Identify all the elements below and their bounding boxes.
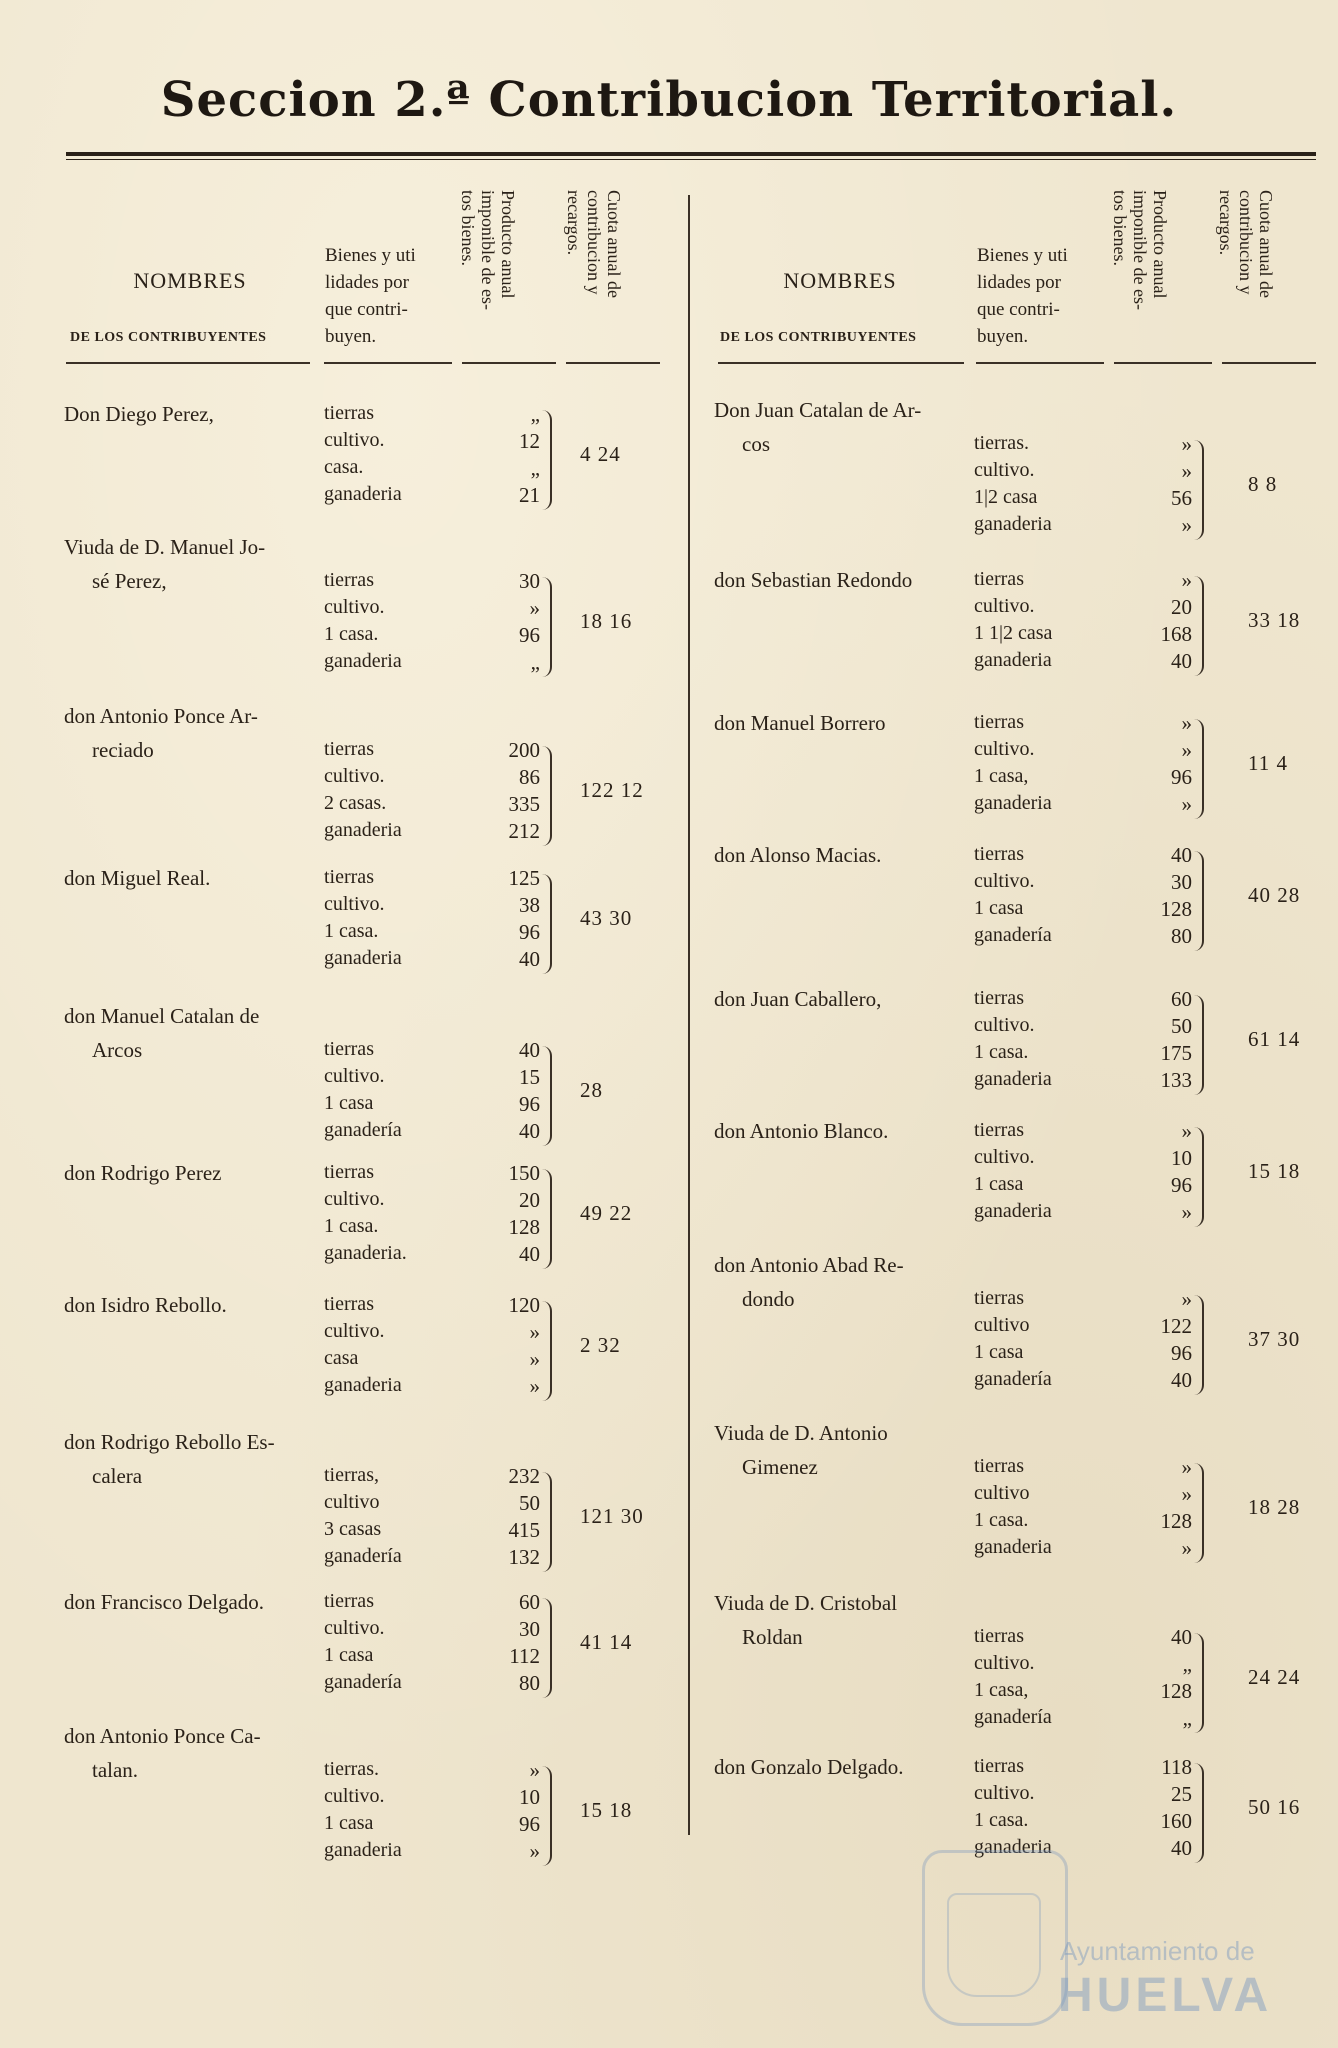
cuota-value: 61 14	[1248, 1027, 1301, 1051]
asset-value: 96	[519, 1092, 540, 1116]
asset-item: 1 casa.	[974, 1041, 1029, 1063]
asset-item: tierras	[324, 569, 374, 591]
asset-value: 40	[1171, 649, 1192, 673]
cuota-value: 43 30	[580, 906, 633, 930]
header-producto-line: tos bienes.	[1110, 190, 1130, 266]
asset-value: 56	[1171, 486, 1192, 510]
asset-item: 1 casa,	[974, 765, 1029, 787]
header-underline	[66, 362, 310, 364]
value-brace	[1194, 440, 1204, 540]
asset-value: 415	[508, 1518, 540, 1542]
asset-value: „	[530, 402, 540, 426]
header-underline	[718, 362, 964, 364]
asset-value: »	[1181, 1287, 1192, 1311]
asset-item: 3 casas	[324, 1518, 382, 1540]
asset-item: casa	[324, 1347, 359, 1369]
value-brace	[542, 1046, 552, 1146]
asset-item: ganaderia	[324, 483, 402, 505]
asset-value: 120	[508, 1293, 540, 1317]
asset-item: cultivo.	[324, 893, 385, 915]
cuota-value: 28	[580, 1078, 603, 1102]
header-producto-line: imponible de es-	[1130, 190, 1150, 310]
asset-item: cultivo.	[324, 1065, 385, 1087]
asset-value: 15	[519, 1065, 540, 1089]
contributor-name: Viuda de D. Cristobal	[714, 1591, 898, 1615]
header-cuota-line: recargos.	[564, 190, 584, 256]
contributor-name: don Isidro Rebollo.	[64, 1293, 227, 1317]
asset-item: 1 casa.	[324, 920, 379, 942]
asset-value: 10	[1171, 1146, 1192, 1170]
contributor-name: don Rodrigo Perez	[64, 1161, 222, 1185]
asset-value: 80	[519, 1671, 540, 1695]
cuota-value: 18 28	[1248, 1495, 1301, 1519]
asset-item: cultivo.	[974, 459, 1035, 481]
asset-value: 40	[1171, 843, 1192, 867]
asset-value: »	[529, 596, 540, 620]
header-bienes-line: Bienes y uti	[977, 245, 1068, 266]
asset-value: 200	[508, 738, 540, 762]
asset-value: »	[1181, 1482, 1192, 1506]
asset-item: ganadería	[974, 1368, 1052, 1390]
watermark-line1: Ayuntamiento de	[1060, 1936, 1255, 1966]
asset-value: 128	[1160, 1509, 1192, 1533]
cuota-value: 15 18	[580, 1798, 633, 1822]
asset-item: tierras	[974, 711, 1024, 733]
value-brace	[1194, 1763, 1204, 1863]
value-brace	[542, 577, 552, 677]
asset-value: „	[530, 650, 540, 674]
contributor-name: don Juan Caballero,	[714, 987, 882, 1011]
header-bienes-line: lidades por	[977, 272, 1061, 293]
asset-value: 25	[1171, 1782, 1192, 1806]
asset-item: cultivo.	[974, 595, 1035, 617]
value-brace	[1194, 1633, 1204, 1733]
asset-value: »	[1181, 738, 1192, 762]
asset-item: cultivo.	[324, 1320, 385, 1342]
header-bienes-line: que contri-	[325, 299, 408, 320]
asset-item: cultivo	[974, 1482, 1030, 1504]
value-brace	[542, 1472, 552, 1572]
header-underline	[324, 362, 452, 364]
asset-item: casa.	[324, 456, 364, 478]
asset-item: ganaderia	[974, 1200, 1052, 1222]
contributor-name: don Antonio Ponce Ar-	[64, 704, 258, 728]
asset-value: 96	[519, 623, 540, 647]
asset-item: ganadería	[974, 924, 1052, 946]
contributor-name: calera	[92, 1464, 143, 1488]
asset-item: tierras	[974, 1455, 1024, 1477]
asset-item: 1 casa	[974, 1173, 1024, 1195]
contributor-name: Don Juan Catalan de Ar-	[714, 398, 922, 422]
asset-value: 40	[519, 947, 540, 971]
asset-item: cultivo	[324, 1491, 380, 1513]
asset-item: 1 casa	[324, 1812, 374, 1834]
cuota-value: 37 30	[1248, 1327, 1301, 1351]
asset-item: ganaderia	[324, 1839, 402, 1861]
asset-value: 30	[1171, 870, 1192, 894]
value-brace	[1194, 1463, 1204, 1563]
asset-value: 80	[1171, 924, 1192, 948]
value-brace	[542, 874, 552, 974]
cuota-value: 40 28	[1248, 883, 1301, 907]
asset-item: tierras.	[324, 1758, 379, 1780]
asset-value: „	[1182, 1706, 1192, 1730]
asset-item: ganaderia	[974, 1068, 1052, 1090]
value-brace	[1194, 576, 1204, 676]
asset-value: »	[529, 1758, 540, 1782]
asset-item: cultivo.	[324, 429, 385, 451]
asset-item: ganaderia	[324, 650, 402, 672]
asset-item: tierras	[324, 1590, 374, 1612]
value-brace	[542, 1301, 552, 1401]
asset-value: »	[1181, 432, 1192, 456]
value-brace	[1194, 1127, 1204, 1227]
asset-item: ganadería	[324, 1671, 402, 1693]
asset-item: cultivo.	[324, 765, 385, 787]
asset-value: »	[1181, 1536, 1192, 1560]
asset-item: ganaderia	[974, 649, 1052, 671]
header-underline	[976, 362, 1104, 364]
asset-item: tierras.	[974, 432, 1029, 454]
asset-value: 40	[1171, 1368, 1192, 1392]
asset-item: 1 casa.	[974, 1809, 1029, 1831]
asset-item: tierras	[974, 843, 1024, 865]
asset-value: 128	[1160, 897, 1192, 921]
header-producto-line: imponible de es-	[478, 190, 498, 310]
asset-value: 20	[519, 1188, 540, 1212]
header-bienes-line: Bienes y uti	[325, 245, 416, 266]
asset-value: 20	[1171, 595, 1192, 619]
cuota-value: 2 32	[580, 1333, 621, 1357]
asset-value: „	[530, 456, 540, 480]
asset-item: 1 casa.	[324, 1215, 379, 1237]
asset-item: tierras	[324, 866, 374, 888]
contributor-name: don Antonio Blanco.	[714, 1119, 889, 1143]
asset-item: 1 casa,	[974, 1679, 1029, 1701]
header-underline	[1222, 362, 1316, 364]
asset-item: ganaderia	[974, 1836, 1052, 1858]
cuota-value: 122 12	[580, 778, 644, 802]
asset-item: ganaderia	[324, 819, 402, 841]
asset-item: tierras	[324, 1161, 374, 1183]
asset-value: 40	[519, 1242, 540, 1266]
asset-value: 60	[519, 1590, 540, 1614]
asset-value: »	[1181, 1455, 1192, 1479]
asset-item: tierras	[974, 987, 1024, 1009]
contributor-name: Viuda de D. Antonio	[714, 1421, 888, 1445]
header-bienes-line: buyen.	[977, 326, 1029, 347]
value-brace	[1194, 719, 1204, 819]
header-cuota-line: Cuota anual de	[1256, 190, 1276, 298]
asset-item: 1 1|2 casa	[974, 622, 1053, 644]
contributor-name: don Manuel Catalan de	[64, 1004, 260, 1028]
asset-value: »	[1181, 513, 1192, 537]
cuota-value: 50 16	[1248, 1795, 1301, 1819]
municipal-seal	[922, 1850, 1068, 2026]
asset-value: »	[1181, 459, 1192, 483]
asset-value: 112	[509, 1644, 540, 1668]
asset-item: tierras	[974, 1755, 1024, 1777]
asset-item: tierras	[974, 568, 1024, 590]
asset-value: 160	[1160, 1809, 1192, 1833]
header-underline	[566, 362, 660, 364]
contributor-name: reciado	[92, 738, 154, 762]
header-bienes-line: lidades por	[325, 272, 409, 293]
cuota-value: 8 8	[1248, 472, 1278, 496]
contributor-name: don Francisco Delgado.	[64, 1590, 265, 1614]
asset-item: tierras	[974, 1119, 1024, 1141]
asset-value: 128	[1160, 1679, 1192, 1703]
asset-value: 38	[519, 893, 540, 917]
page-title: Seccion 2.ª Contribucion Territorial.	[160, 72, 1178, 128]
asset-item: ganaderia	[974, 513, 1052, 535]
asset-item: ganadería	[324, 1545, 402, 1567]
asset-value: 96	[1171, 1173, 1192, 1197]
header-underline	[462, 362, 556, 364]
header-contribuyentes: DE LOS CONTRIBUYENTES	[720, 330, 917, 345]
contributor-name: don Antonio Ponce Ca-	[64, 1724, 261, 1748]
asset-item: ganaderia	[974, 792, 1052, 814]
header-producto-line: Producto anual	[1150, 190, 1170, 299]
asset-value: 212	[508, 819, 540, 843]
contributor-name: Don Diego Perez,	[64, 402, 214, 426]
asset-item: cultivo.	[974, 738, 1035, 760]
asset-item: tierras	[324, 738, 374, 760]
header-bienes-line: buyen.	[325, 326, 377, 347]
title-rule-thin	[66, 159, 1316, 160]
header-underline	[1114, 362, 1212, 364]
asset-value: 122	[1160, 1314, 1192, 1338]
header-producto-line: tos bienes.	[458, 190, 478, 266]
asset-item: 1|2 casa	[974, 486, 1038, 508]
value-brace	[1194, 1295, 1204, 1395]
contributor-name: don Manuel Borrero	[714, 711, 886, 735]
asset-item: 1 casa	[974, 897, 1024, 919]
asset-value: 168	[1160, 622, 1192, 646]
asset-value: 96	[1171, 765, 1192, 789]
asset-item: 1 casa.	[974, 1509, 1029, 1531]
cuota-value: 49 22	[580, 1201, 633, 1225]
asset-value: »	[1181, 1119, 1192, 1143]
asset-item: cultivo.	[974, 1782, 1035, 1804]
header-contribuyentes: DE LOS CONTRIBUYENTES	[70, 330, 267, 345]
contributor-name: talan.	[92, 1758, 139, 1782]
contributor-name: don Rodrigo Rebollo Es-	[64, 1430, 275, 1454]
cuota-value: 24 24	[1248, 1665, 1301, 1689]
header-cuota-line: Cuota anual de	[604, 190, 624, 298]
asset-value: 86	[519, 765, 540, 789]
asset-item: tierras	[974, 1287, 1024, 1309]
asset-value: 232	[508, 1464, 540, 1488]
asset-value: 40	[1171, 1625, 1192, 1649]
asset-value: »	[1181, 568, 1192, 592]
asset-value: 335	[508, 792, 540, 816]
header-bienes-line: que contri-	[977, 299, 1060, 320]
asset-item: cultivo.	[324, 1617, 385, 1639]
asset-item: 1 casa	[324, 1092, 374, 1114]
asset-item: cultivo.	[974, 1146, 1035, 1168]
asset-item: cultivo	[974, 1314, 1030, 1336]
asset-value: »	[529, 1839, 540, 1863]
asset-item: ganaderia	[324, 947, 402, 969]
asset-value: 12	[519, 429, 540, 453]
asset-value: 96	[519, 1812, 540, 1836]
asset-item: ganadería	[324, 1119, 402, 1141]
contributor-name: don Gonzalo Delgado.	[714, 1755, 904, 1779]
value-brace	[1194, 995, 1204, 1095]
asset-value: „	[1182, 1652, 1192, 1676]
cuota-value: 121 30	[580, 1504, 644, 1528]
asset-value: 128	[508, 1215, 540, 1239]
asset-value: 30	[519, 569, 540, 593]
contributor-name: sé Perez,	[92, 569, 167, 593]
contributor-name: don Sebastian Redondo	[714, 568, 913, 592]
asset-item: ganaderia	[324, 1374, 402, 1396]
cuota-value: 33 18	[1248, 608, 1301, 632]
contributor-name: don Miguel Real.	[64, 866, 211, 890]
asset-value: 96	[1171, 1341, 1192, 1365]
asset-value: 40	[519, 1119, 540, 1143]
value-brace	[1194, 851, 1204, 951]
asset-item: 1 casa	[974, 1341, 1024, 1363]
asset-value: »	[1181, 711, 1192, 735]
asset-value: 132	[508, 1545, 540, 1569]
asset-value: 40	[1171, 1836, 1192, 1860]
asset-item: cultivo.	[324, 1785, 385, 1807]
contributor-name: cos	[742, 432, 770, 456]
header-producto-line: Producto anual	[498, 190, 518, 299]
title-rule	[66, 152, 1316, 156]
asset-item: cultivo.	[974, 1652, 1035, 1674]
asset-value: »	[529, 1347, 540, 1371]
header-cuota-line: recargos.	[1216, 190, 1236, 256]
contributor-name: don Antonio Abad Re-	[714, 1253, 904, 1277]
asset-item: ganadería	[974, 1706, 1052, 1728]
asset-item: 1 casa.	[324, 623, 379, 645]
asset-value: 175	[1160, 1041, 1192, 1065]
asset-item: tierras	[324, 1293, 374, 1315]
contributor-name: dondo	[742, 1287, 795, 1311]
asset-value: »	[1181, 792, 1192, 816]
header-cuota-line: contribucion y	[1236, 190, 1256, 295]
asset-item: tierras	[324, 1038, 374, 1060]
asset-value: 21	[519, 483, 540, 507]
contributor-name: Arcos	[92, 1038, 143, 1062]
asset-item: cultivo.	[324, 596, 385, 618]
asset-item: cultivo.	[324, 1188, 385, 1210]
asset-value: 50	[1171, 1014, 1192, 1038]
cuota-value: 11 4	[1248, 751, 1288, 775]
value-brace	[542, 1598, 552, 1698]
header-names: NOMBRES	[783, 268, 897, 293]
asset-value: 125	[508, 866, 540, 890]
asset-value: 60	[1171, 987, 1192, 1011]
contributor-name: Roldan	[742, 1625, 803, 1649]
asset-value: 40	[519, 1038, 540, 1062]
asset-item: tierras,	[324, 1464, 379, 1486]
asset-value: 133	[1160, 1068, 1192, 1092]
column-divider	[688, 195, 690, 1835]
watermark-line2: HUELVA	[1058, 1969, 1273, 2022]
cuota-value: 41 14	[580, 1630, 633, 1654]
header-cuota-line: contribucion y	[584, 190, 604, 295]
asset-item: cultivo.	[974, 1014, 1035, 1036]
contributor-name: don Alonso Macias.	[714, 843, 882, 867]
asset-value: 150	[508, 1161, 540, 1185]
asset-value: 118	[1161, 1755, 1192, 1779]
asset-item: tierras	[974, 1625, 1024, 1647]
asset-item: tierras	[324, 402, 374, 424]
value-brace	[542, 1766, 552, 1866]
asset-value: »	[1181, 1200, 1192, 1224]
asset-item: cultivo.	[974, 870, 1035, 892]
contributor-name: Gimenez	[742, 1455, 818, 1479]
cuota-value: 18 16	[580, 609, 633, 633]
asset-value: »	[529, 1320, 540, 1344]
asset-item: ganaderia.	[324, 1242, 407, 1264]
cuota-value: 15 18	[1248, 1159, 1301, 1183]
value-brace	[542, 1169, 552, 1269]
asset-value: »	[529, 1374, 540, 1398]
asset-item: 1 casa	[324, 1644, 374, 1666]
asset-value: 96	[519, 920, 540, 944]
value-brace	[542, 410, 552, 510]
contributor-name: Viuda de D. Manuel Jo-	[64, 535, 266, 559]
asset-value: 30	[519, 1617, 540, 1641]
asset-item: ganaderia	[974, 1536, 1052, 1558]
asset-item: 2 casas.	[324, 792, 387, 814]
asset-value: 10	[519, 1785, 540, 1809]
value-brace	[542, 746, 552, 846]
cuota-value: 4 24	[580, 442, 621, 466]
header-names: NOMBRES	[133, 268, 247, 293]
asset-value: 50	[519, 1491, 540, 1515]
